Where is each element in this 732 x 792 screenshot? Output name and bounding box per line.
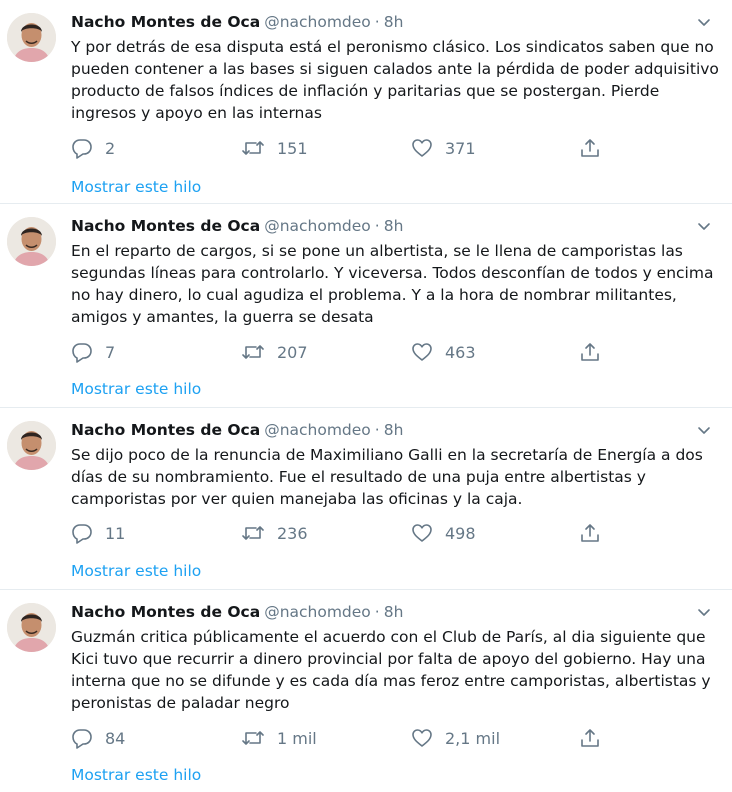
show-thread-link[interactable]: Mostrar este hilo bbox=[71, 380, 202, 398]
retweet-button[interactable] bbox=[241, 340, 308, 364]
tweet[interactable] bbox=[0, 408, 732, 590]
reply-count: 2 bbox=[105, 138, 116, 158]
author-handle[interactable]: @nachomdeo bbox=[264, 13, 371, 31]
share-icon bbox=[579, 522, 601, 544]
share-icon bbox=[579, 137, 601, 159]
retweet-button[interactable] bbox=[241, 726, 317, 750]
tweet-text-line: Kici tuvo que recurrir a dinero provincial por falta de apoyo del gobierno. Hay una bbox=[71, 650, 706, 668]
retweet-count: 1 mil bbox=[277, 728, 317, 748]
tweet-text bbox=[71, 240, 721, 328]
like-count: 371 bbox=[445, 138, 476, 158]
tweet[interactable] bbox=[0, 0, 732, 204]
tweet-actions bbox=[71, 726, 631, 750]
reply-icon bbox=[71, 137, 93, 159]
chevron-down-icon[interactable] bbox=[696, 604, 712, 620]
like-count: 463 bbox=[445, 342, 476, 362]
chevron-down-icon[interactable] bbox=[696, 14, 712, 30]
avatar[interactable] bbox=[7, 13, 56, 62]
retweet-icon bbox=[241, 137, 265, 159]
tweet-text-line: peronistas de paladar negro bbox=[71, 694, 290, 712]
author-handle[interactable]: @nachomdeo bbox=[264, 603, 371, 621]
reply-count: 7 bbox=[105, 342, 116, 362]
retweet-count: 207 bbox=[277, 342, 308, 362]
share-icon bbox=[579, 341, 601, 363]
like-count: 2,1 mil bbox=[445, 728, 501, 748]
show-thread-link[interactable]: Mostrar este hilo bbox=[71, 178, 202, 196]
retweet-icon bbox=[241, 727, 265, 749]
heart-icon bbox=[411, 727, 433, 749]
avatar[interactable] bbox=[7, 603, 56, 652]
tweet-text-line: Se dijo poco de la renuncia de Maximiliano Galli en la secretaría de Energía a dos bbox=[71, 446, 703, 464]
like-button[interactable] bbox=[411, 726, 500, 750]
tweet-text-line: pueden contener a las bases si siguen calados ante la pérdida de poder adquisitivo bbox=[71, 60, 719, 78]
chevron-down-icon[interactable] bbox=[696, 422, 712, 438]
timestamp[interactable]: 8h bbox=[383, 217, 404, 235]
tweet-header bbox=[71, 11, 403, 33]
tweet-text-line: amigos y amantes, la guerra se desata bbox=[71, 308, 374, 326]
separator-dot: · bbox=[374, 13, 380, 31]
reply-icon bbox=[71, 341, 93, 363]
tweet-text bbox=[71, 36, 721, 124]
retweet-count: 151 bbox=[277, 138, 308, 158]
retweet-icon bbox=[241, 522, 265, 544]
reply-count: 84 bbox=[105, 728, 126, 748]
tweet-text-line: no hay dinero, lo cual agudiza el problema. Y a la hora de nombrar militantes, bbox=[71, 286, 677, 304]
show-thread-link[interactable]: Mostrar este hilo bbox=[71, 562, 202, 580]
timestamp[interactable]: 8h bbox=[383, 603, 404, 621]
separator-dot: · bbox=[374, 217, 380, 235]
share-button[interactable] bbox=[579, 136, 601, 160]
share-icon bbox=[579, 727, 601, 749]
tweet-header bbox=[71, 601, 403, 623]
timestamp[interactable]: 8h bbox=[383, 421, 404, 439]
tweet-text-line: Y por detrás de esa disputa está el peronismo clásico. Los sindicatos saben que no bbox=[71, 38, 714, 56]
tweet-text-line: ingresos y apoyo en las internas bbox=[71, 104, 322, 122]
reply-count: 11 bbox=[105, 523, 126, 543]
retweet-button[interactable] bbox=[241, 136, 308, 160]
tweet-text-line: En el reparto de cargos, si se pone un albertista, se le llena de camporistas las bbox=[71, 242, 683, 260]
reply-icon bbox=[71, 727, 93, 749]
author-name[interactable]: Nacho Montes de Oca bbox=[71, 603, 261, 621]
retweet-button[interactable] bbox=[241, 521, 308, 545]
avatar[interactable] bbox=[7, 421, 56, 470]
tweet-text-line: días de su nombramiento. Fue el resultado de una puja entre albertistas y bbox=[71, 468, 646, 486]
reply-icon bbox=[71, 522, 93, 544]
separator-dot: · bbox=[374, 421, 380, 439]
tweet-actions bbox=[71, 136, 631, 160]
author-name[interactable]: Nacho Montes de Oca bbox=[71, 13, 261, 31]
tweet-text-line: producto de falsos índices de inflación y paritarias que se postergan. Pierde bbox=[71, 82, 660, 100]
tweet-text bbox=[71, 626, 721, 714]
tweet-text-line: Guzmán critica públicamente el acuerdo con el Club de París, al dia siguiente que bbox=[71, 628, 706, 646]
tweet-header bbox=[71, 419, 403, 441]
like-button[interactable] bbox=[411, 340, 476, 364]
heart-icon bbox=[411, 341, 433, 363]
author-handle[interactable]: @nachomdeo bbox=[264, 421, 371, 439]
timestamp[interactable]: 8h bbox=[383, 13, 404, 31]
heart-icon bbox=[411, 522, 433, 544]
reply-button[interactable] bbox=[71, 521, 125, 545]
tweet[interactable] bbox=[0, 204, 732, 408]
like-button[interactable] bbox=[411, 521, 476, 545]
tweet-text bbox=[71, 444, 721, 510]
tweet-text-line: segundas líneas para controlarlo. Y viceversa. Todos desconfían de todos y encima bbox=[71, 264, 714, 282]
author-name[interactable]: Nacho Montes de Oca bbox=[71, 217, 261, 235]
share-button[interactable] bbox=[579, 726, 601, 750]
tweet-header bbox=[71, 215, 403, 237]
tweet-text-line: camporistas por ver quien manejaba las oficinas y la caja. bbox=[71, 490, 523, 508]
retweet-count: 236 bbox=[277, 523, 308, 543]
author-name[interactable]: Nacho Montes de Oca bbox=[71, 421, 261, 439]
like-count: 498 bbox=[445, 523, 476, 543]
show-thread-link[interactable]: Mostrar este hilo bbox=[71, 766, 202, 784]
heart-icon bbox=[411, 137, 433, 159]
reply-button[interactable] bbox=[71, 340, 115, 364]
retweet-icon bbox=[241, 341, 265, 363]
avatar[interactable] bbox=[7, 217, 56, 266]
share-button[interactable] bbox=[579, 340, 601, 364]
separator-dot: · bbox=[374, 603, 380, 621]
share-button[interactable] bbox=[579, 521, 601, 545]
tweet-text-line: interna que no se difunde y es cada día mas feroz entre camporistas, albertistas y bbox=[71, 672, 711, 690]
reply-button[interactable] bbox=[71, 726, 125, 750]
reply-button[interactable] bbox=[71, 136, 115, 160]
tweet[interactable] bbox=[0, 590, 732, 792]
like-button[interactable] bbox=[411, 136, 476, 160]
author-handle[interactable]: @nachomdeo bbox=[264, 217, 371, 235]
chevron-down-icon[interactable] bbox=[696, 218, 712, 234]
tweet-actions bbox=[71, 521, 631, 545]
tweet-actions bbox=[71, 340, 631, 364]
